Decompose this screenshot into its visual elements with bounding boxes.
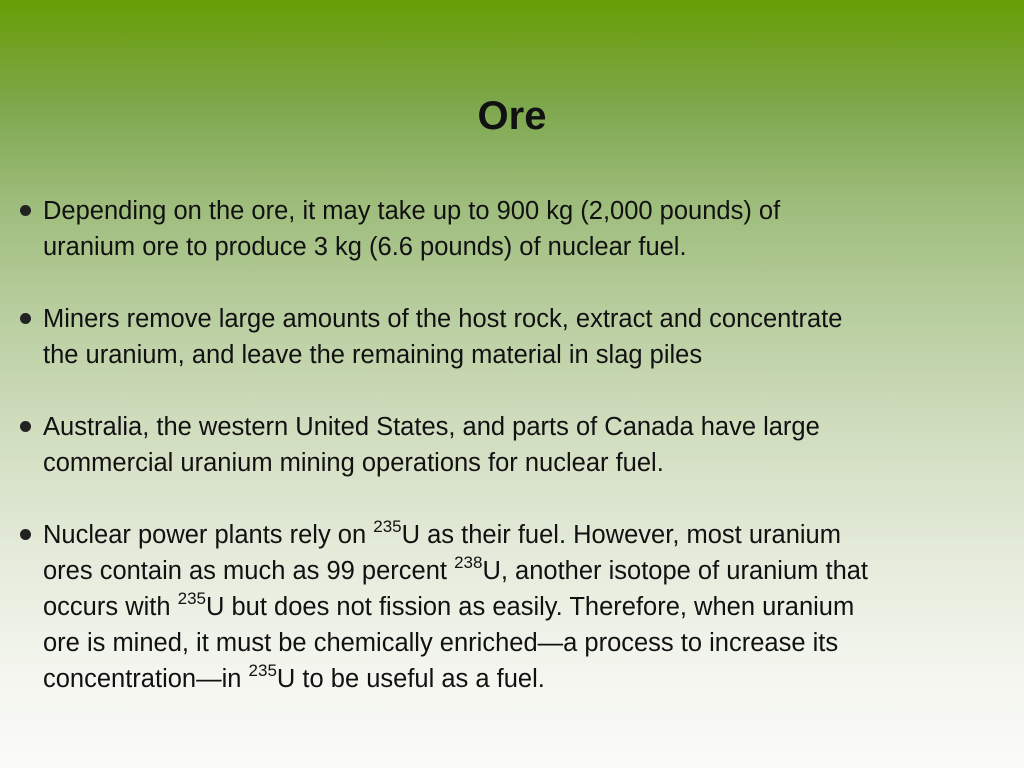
bullet-text-segment: U but does not fission as easily. Therefore, when uranium (206, 593, 855, 621)
slide-title: Ore (477, 94, 547, 138)
isotope-superscript: 238 (454, 553, 483, 572)
bullet-list (20, 193, 1020, 733)
bullet-text-segment: ores contain as much as 99 percent (43, 557, 455, 585)
bullet-dot-icon (20, 313, 31, 324)
bullet-text-segment: U as their fuel. However, most uranium (401, 521, 841, 549)
bullet-text-segment: U to be useful as a fuel. (276, 665, 545, 693)
isotope-superscript: 235 (248, 661, 277, 680)
isotope-superscript: 235 (373, 517, 402, 536)
bullet-text-segment: occurs with (43, 593, 178, 621)
bullet-dot-icon (20, 529, 31, 540)
bullet-text-segment: Nuclear power plants rely on (43, 521, 374, 549)
bullet-text-line: commercial uranium mining operations for nuclear fuel. (43, 449, 664, 477)
bullet-text-segment: U, another isotope of uranium that (482, 557, 869, 585)
bullet-dot-icon (20, 421, 31, 432)
bullet-dot-icon (20, 205, 31, 216)
bullet-text-line: Miners remove large amounts of the host rock, extract and concentrate (43, 305, 843, 333)
bullet-text-segment: concentration—in (43, 665, 249, 693)
bullet-text-line: the uranium, and leave the remaining material in slag piles (43, 341, 703, 369)
bullet-text-line: Depending on the ore, it may take up to 900 kg (2,000 pounds) of (43, 197, 781, 225)
bullet-item-miners (20, 301, 1020, 373)
bullet-text-segment: ore is mined, it must be chemically enriched—a process to increase its (43, 629, 839, 657)
bullet-item-enrichment (20, 517, 1020, 697)
bullet-item-ore-quantity (20, 193, 1020, 265)
isotope-superscript: 235 (177, 589, 206, 608)
bullet-text-line: Australia, the western United States, and parts of Canada have large (43, 413, 820, 441)
bullet-text-line: uranium ore to produce 3 kg (6.6 pounds) of nuclear fuel. (43, 233, 687, 261)
bullet-item-locations (20, 409, 1020, 481)
